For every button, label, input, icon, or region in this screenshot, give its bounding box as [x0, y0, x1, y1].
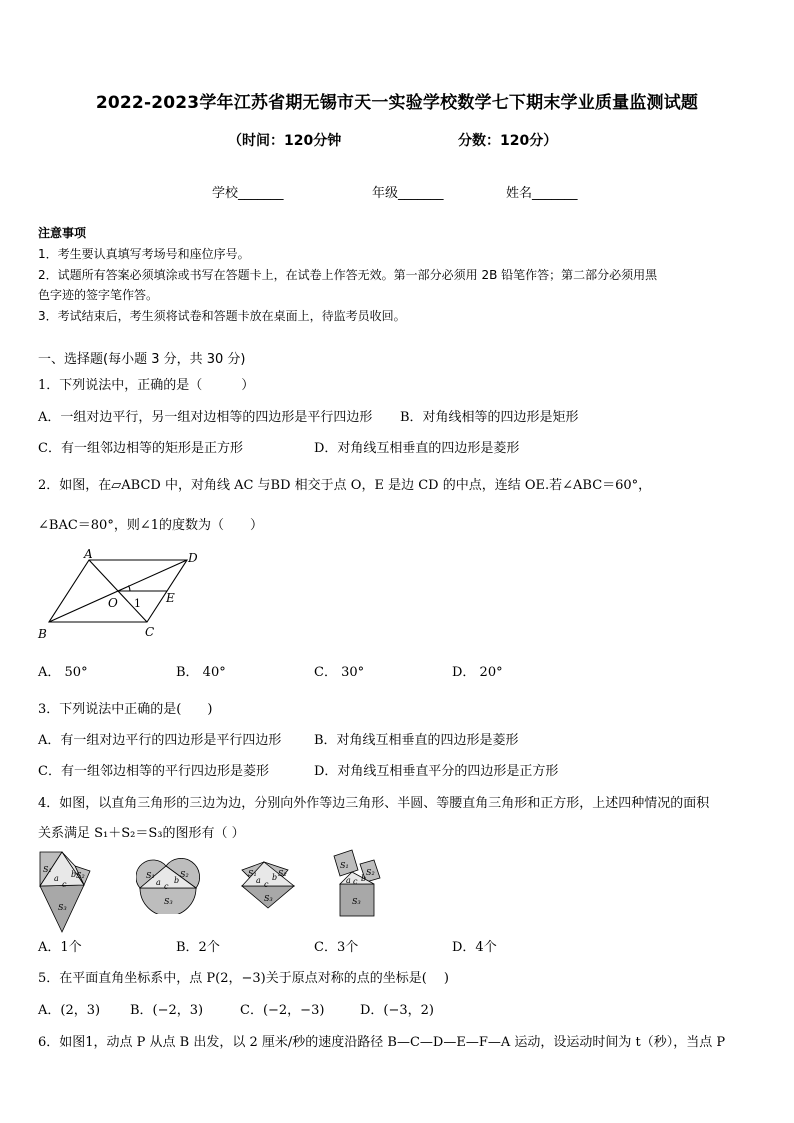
fig4-c: c	[353, 877, 358, 886]
notice-heading: 注意事项	[38, 226, 87, 240]
figure-equilateral-triangles	[36, 850, 94, 934]
name-field: 姓名_______	[506, 186, 578, 201]
fig3-s1: S₁	[248, 869, 257, 878]
fig2-b: b	[174, 876, 180, 885]
fig2-c: c	[164, 882, 169, 891]
figure-squares	[322, 848, 388, 920]
fig1-c: c	[62, 880, 67, 889]
question-5-option-c: C．(−2，−3)	[240, 1003, 325, 1018]
fig3-b: b	[272, 873, 278, 882]
fig1-s2: S₂	[76, 871, 85, 880]
fig2-s2: S₂	[180, 870, 189, 879]
question-4-option-a: A．1个	[38, 940, 82, 955]
fig4-a: a	[346, 876, 351, 885]
question-1-option-b: B．对角线相等的四边形是矩形	[400, 410, 579, 425]
fig3-c: c	[264, 880, 269, 889]
fig3-s3: S₃	[264, 894, 273, 903]
fig4-s1: S₁	[340, 861, 349, 870]
fig3-s2: S₂	[278, 869, 287, 878]
page-title: 2022-2023学年江苏省期无锡市天一实验学校数学七下期末学业质量监测试题	[95, 93, 699, 113]
notice-line: 2．试题所有答案必须填涂或书写在答题卡上，在试卷上作答无效。第一部分必须用 2B 铅笔作答；第二部分必须用黑	[38, 268, 658, 282]
question-4-stem-line1: 4．如图，以直角三角形的三边为边，分别向外作等边三角形、半圆、等腰直角三角形和正方形，上述四种情况的面积	[38, 796, 710, 811]
question-4-option-c: C．3个	[314, 940, 359, 955]
grade-field: 年级_______	[372, 186, 444, 201]
question-5-stem: 5．在平面直角坐标系中，点 P(2，−3)关于原点对称的点的坐标是( )	[38, 971, 450, 986]
question-1-option-d: D．对角线互相垂直的四边形是菱形	[314, 441, 520, 456]
notice-line: 色字迹的签字笔作答。	[38, 288, 159, 302]
fig1-s3: S₃	[58, 903, 67, 912]
fig1-s1: S₁	[43, 865, 52, 874]
question-5-option-a: A．(2，3)	[38, 1003, 101, 1018]
fig2-a: a	[156, 878, 161, 887]
question-3-stem: 3．下列说法中正确的是( )	[38, 702, 213, 717]
question-4-option-b: B．2个	[176, 940, 220, 955]
fig1-a: a	[54, 874, 59, 883]
exam-time: （时间：120分钟	[228, 133, 342, 149]
figure-isosceles-right-triangles	[238, 856, 302, 912]
question-1-option-c: C．有一组邻边相等的矩形是正方形	[38, 441, 243, 456]
section-heading: 一、选择题(每小题 3 分，共 30 分)	[38, 352, 246, 367]
notice-line: 3．考试结束后，考生须将试卷和答题卡放在桌面上，待监考员收回。	[38, 309, 406, 323]
question-4-option-d: D．4个	[452, 940, 497, 955]
question-2-stem-line2: ∠BAC＝80°，则∠1的度数为（ ）	[38, 518, 263, 533]
question-5-option-d: D．(−3，2)	[360, 1003, 435, 1018]
label-e: E	[166, 591, 175, 605]
fig1-b: b	[71, 870, 77, 879]
question-2-option-b: B． 40°	[176, 665, 226, 680]
fig4-s2: S₂	[366, 868, 375, 877]
question-6-stem: 6．如图1，动点 P 从点 B 出发，以 2 厘米/秒的速度沿路径 B—C—D—E—F—A 运动，设运动时间为 t（秒），当点 P	[38, 1035, 726, 1050]
label-a: A	[84, 547, 93, 561]
question-5-option-b: B．(−2，3)	[130, 1003, 204, 1018]
question-2-option-d: D． 20°	[452, 665, 503, 680]
label-b: B	[38, 627, 47, 641]
fig4-s3: S₃	[352, 897, 361, 906]
question-3-option-a: A．有一组对边平行的四边形是平行四边形	[38, 733, 282, 748]
notice-line: 1．考生要认真填写考场号和座位序号。	[38, 247, 250, 261]
question-1-option-a: A．一组对边平行，另一组对边相等的四边形是平行四边形	[38, 410, 373, 425]
fig4-b: b	[361, 874, 367, 883]
label-d: D	[188, 551, 198, 565]
question-3-option-b: B．对角线互相垂直的四边形是菱形	[314, 733, 519, 748]
parallelogram-figure	[34, 546, 214, 642]
fig2-s1: S₁	[146, 871, 155, 880]
label-o: O	[108, 596, 118, 610]
exam-score: 分数：120分）	[458, 133, 558, 149]
question-2-stem-line1: 2．如图，在▱ABCD 中，对角线 AC 与BD 相交于点 O，E 是边 CD 的中点，连结 OE.若∠ABC＝60°，	[38, 478, 652, 493]
question-2-option-a: A． 50°	[38, 665, 88, 680]
question-3-option-c: C．有一组邻边相等的平行四边形是菱形	[38, 764, 269, 779]
question-2-option-c: C． 30°	[314, 665, 365, 680]
fig2-s3: S₃	[164, 897, 173, 906]
question-4-stem-line2: 关系满足 S₁＋S₂＝S₃的图形有（ ）	[38, 826, 245, 841]
question-3-option-d: D．对角线互相垂直平分的四边形是正方形	[314, 764, 559, 779]
fig3-a: a	[256, 876, 261, 885]
question-1-stem: 1．下列说法中，正确的是（ ）	[38, 378, 255, 393]
figure-semicircles	[136, 858, 200, 914]
angle-1-label: 1	[134, 597, 141, 610]
label-c: C	[145, 625, 155, 639]
school-field: 学校_______	[212, 186, 284, 201]
